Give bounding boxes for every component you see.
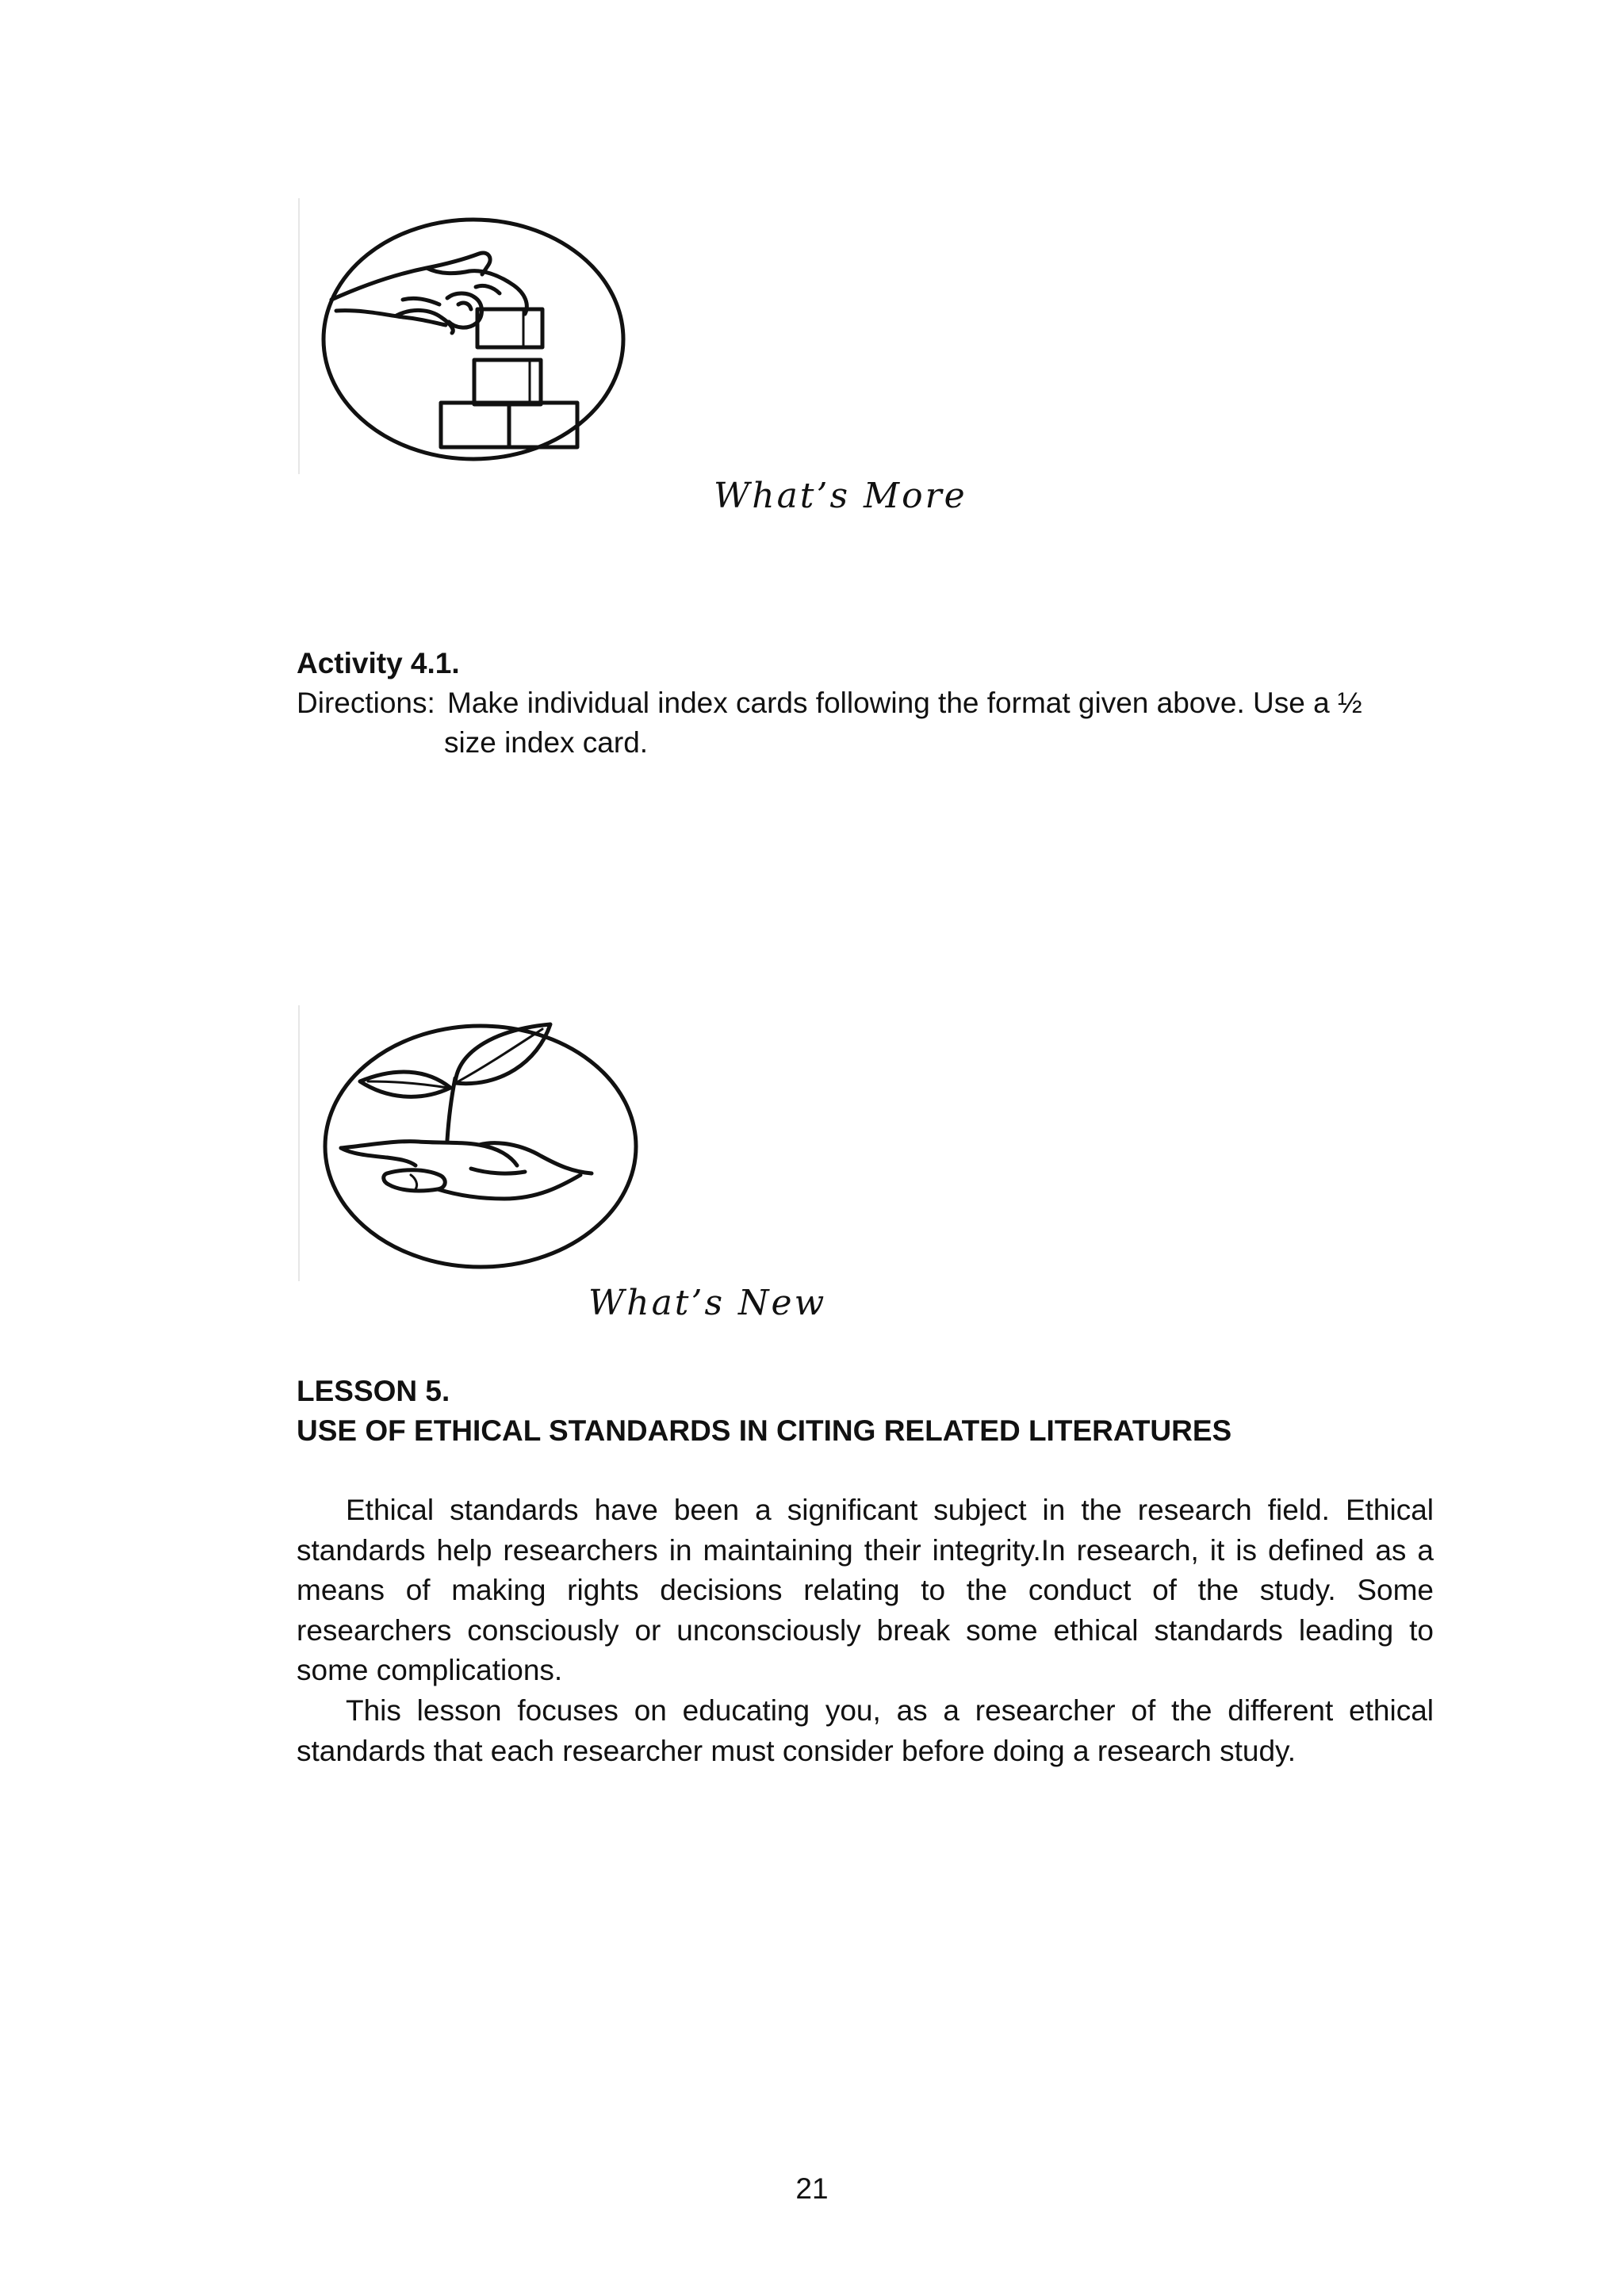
lesson-number: LESSON 5. bbox=[297, 1375, 450, 1407]
directions-text-line-2: size index card. bbox=[444, 726, 649, 759]
directions-text-line-1: Make individual index cards following the format given above. Use a ½ bbox=[447, 687, 1362, 719]
directions-label: Directions: bbox=[297, 687, 435, 719]
page-number: 21 bbox=[795, 2172, 829, 2205]
whats-new-heading: What’s New bbox=[588, 1283, 827, 1323]
lesson-title: USE OF ETHICAL STANDARDS IN CITING RELATED LITERATURES bbox=[297, 1414, 1232, 1447]
whats-more-heading: What’s More bbox=[714, 476, 967, 516]
lesson-paragraph-1: Ethical standards have been a significant subject in the research field. Ethical standards help researchers in maintaining their integrity.In research, it is defined as a means of making rights decisions relating to the conduct of the study. Some researchers consciously or unconsciously break some ethical standards leading to some complications. bbox=[297, 1494, 1434, 1686]
hand-holding-sprout-icon bbox=[298, 1005, 655, 1281]
activity-title: Activity 4.1. bbox=[297, 647, 460, 679]
lesson-paragraph-2: This lesson focuses on educating you, as a researcher of the different ethical standards that each researcher must consider before doing a research study. bbox=[297, 1694, 1434, 1767]
hand-stacking-blocks-icon bbox=[298, 198, 644, 474]
